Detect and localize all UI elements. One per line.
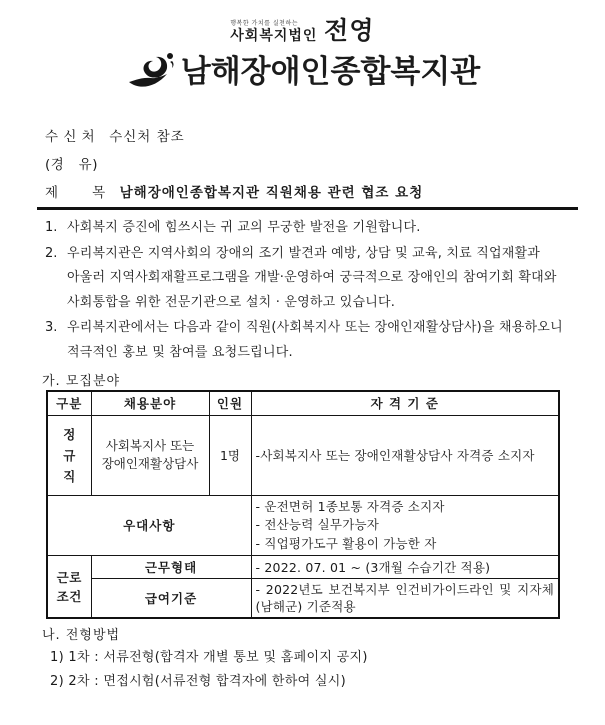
method-item: 1) 1차 : 서류전형(합격자 개별 통보 및 홈페이지 공지) [50, 650, 368, 665]
logo-main-line [0, 48, 605, 96]
col-header-field: 채용분야 [91, 391, 209, 415]
document-header [45, 123, 423, 207]
table-row-work-type [47, 556, 559, 579]
recipient-label: 수 신 처 [45, 129, 96, 145]
preference-item: - 운전면허 1종보통 자격증 소지자 [255, 498, 445, 514]
cell-work-type-value: - 2022. 07. 01 ~ (3개월 수습기간 적용) [251, 556, 559, 579]
section-b-title: 나. 전형방법 [42, 628, 121, 643]
paragraph-line: 우리복지관은 지역사회의 장애의 조기 발견과 예방, 상담 및 교육, 치료 직업재활과 [67, 245, 541, 261]
cell-salary-label: 급여기준 [91, 579, 251, 619]
cell-count: 1명 [209, 415, 251, 495]
work-condition-category-text: 근로조건 [56, 569, 82, 604]
field-line: 사회복지사 또는 [105, 438, 195, 453]
cell-category-work-condition [47, 556, 91, 619]
preference-item: - 직업평가도구 활용이 가능한 자 [255, 535, 437, 551]
logo-slogan-text: 행복한 가치를 실천하는 [230, 20, 299, 27]
col-header-qualification: 자 격 기 준 [251, 391, 559, 415]
section-a-title: 가. 모집분야 [42, 374, 121, 389]
cell-preference-label: 우대사항 [47, 495, 251, 556]
via-label: (경 유) [45, 157, 98, 173]
foundation-brand-logotype: 전영 [323, 16, 376, 45]
org-logo [0, 18, 605, 96]
cell-salary-value: - 2022년도 보건복지부 인건비가이드라인 및 지자체(남해군) 기준적용 [251, 579, 559, 619]
col-header-category: 구분 [47, 391, 91, 415]
table-row-salary [47, 579, 559, 619]
recipient-value: 수신처 참조 [109, 129, 185, 145]
center-name-logotype: 남해장애인종합복지관 [180, 54, 481, 90]
cell-work-type-label: 근무형태 [91, 556, 251, 579]
field-line: 장애인재활상담사 [101, 456, 199, 471]
paragraph-line: 적극적인 홍보 및 참여를 요청드립니다. [67, 344, 293, 360]
paragraph-line: 사회복지 증진에 힘쓰시는 귀 교의 무궁한 발전을 기원합니다. [67, 220, 421, 235]
subject-label: 제 목 [45, 185, 106, 201]
paragraph-number: 1. [45, 220, 58, 235]
paragraph-line: 사회통합을 위한 전문기관으로 설치 · 운영하고 있습니다. [67, 294, 396, 310]
paragraph-2 [45, 242, 587, 316]
logo-foundation-block [230, 20, 317, 44]
bird-symbol-icon [125, 48, 179, 96]
table-row-preference [47, 495, 559, 556]
table-header-row [47, 391, 559, 415]
method-list [50, 646, 368, 694]
cell-qualification: -사회복지사 또는 장애인재활상담사 자격증 소지자 [251, 415, 559, 495]
recruit-table [46, 390, 560, 619]
preference-item: - 전산능력 실무가능자 [255, 517, 380, 532]
paragraph-3 [45, 316, 587, 365]
regular-category-text: 정규직 [63, 426, 76, 484]
paragraph-number: 3. [45, 320, 58, 335]
recipient-line [45, 123, 423, 151]
subject-line [45, 179, 423, 207]
cell-preference-items [251, 495, 559, 556]
paragraph-1 [45, 216, 587, 241]
subject-value: 남해장애인종합복지관 직원채용 관련 협조 요청 [119, 185, 424, 201]
header-divider-rule [37, 207, 578, 210]
logo-top-line [0, 18, 605, 44]
method-item: 2) 2차 : 면접시험(서류전형 합격자에 한하여 실시) [50, 674, 346, 689]
paragraph-line: 우리복지관에서는 다음과 같이 직원(사회복지사 또는 장애인재활상담사)을 채용하오니 [67, 320, 563, 335]
cell-category-regular [47, 415, 91, 495]
via-line [45, 151, 423, 179]
paragraph-line: 아울러 지역사회재활프로그램을 개발·운영하여 궁극적으로 장애인의 참여기회 확대와 [67, 270, 557, 285]
foundation-type-label: 사회복지법인 [230, 28, 318, 44]
table-row-regular [47, 415, 559, 495]
document-body [45, 216, 587, 366]
paragraph-number: 2. [45, 245, 58, 261]
col-header-count: 인원 [209, 391, 251, 415]
cell-field [91, 415, 209, 495]
